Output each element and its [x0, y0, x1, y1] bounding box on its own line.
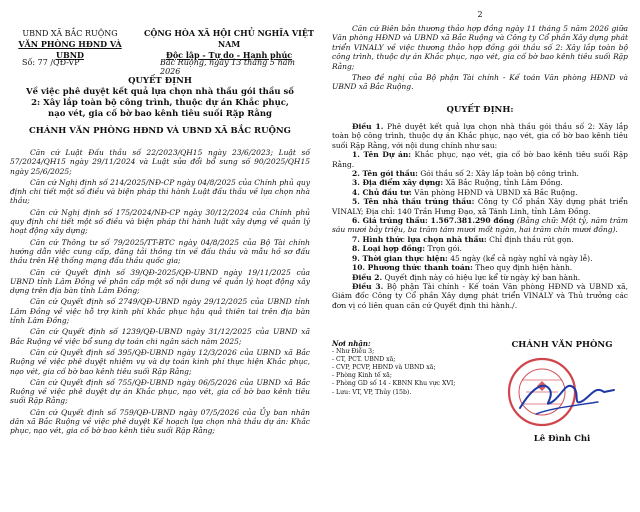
- authority-line: CHÁNH VĂN PHÒNG HĐND VÀ UBND XÃ BẮC RUỘNG: [29, 126, 291, 136]
- signer-title: CHÁNH VĂN PHÒNG: [511, 340, 613, 350]
- signature-block: [492, 340, 632, 444]
- item-value: Xã Bắc Ruộng, tỉnh Lâm Đồng.: [445, 178, 563, 188]
- legal-basis-item: Căn cứ Luật Đấu thầu số 22/2023/QH15 ngày 23/6/2023; Luật số 57/2024/QH15 ngày 29/11/2024 và Luật sửa đổi bổ sung số 90/2025/QH15 ngày 25/6/2025;: [10, 148, 310, 176]
- official-stamp-icon: [509, 359, 575, 425]
- legal-basis-list: [10, 148, 310, 436]
- legal-basis-item: Căn cứ Quyết định số 395/QĐ-UBND ngày 12/3/2026 của UBND xã Bắc Ruộng về việc phê duyệt nhiệm vụ và dự toán kinh phí thực hiện Khắc phục, nạo vét, gia cố bờ bao kênh tiêu suối Rặp Rằng;: [10, 347, 310, 376]
- legal-basis-item: Căn cứ Biên bản thương thảo hợp đồng ngày 11 tháng 5 năm 2026 giữa Văn phòng HĐND và UBND xã Bắc Ruộng và Công ty Cổ phần Xây dựng phát triển VINALY về việc thương thảo hợp đồng gói thầu số 2: Xây lắp toàn bộ công trình, thuộc dự án Khắc phục, nạo vét, gia cố bờ bao kênh tiêu suối Rặp Rằng;: [332, 24, 628, 71]
- item-value: Chỉ định thầu rút gọn.: [489, 234, 574, 244]
- article-1-text: Phê duyệt kết quả lựa chọn nhà thầu gói thầu số 2: Xây lắp toàn bộ công trình, thuộc dự án Khắc phục, nạo vét, gia cố bờ bao kênh tiêu suối Rặp Rằng, với nội dung chính như sau:: [332, 122, 629, 150]
- recipient-item: - CT, PCT. UBND xã;: [332, 356, 396, 364]
- article-3-text: Bộ phận Tài chính - Kế toán Văn phòng HĐND và UBND xã, Giám đốc Công ty Cổ phần Xây dựng phát triển VINALY và Thủ trưởng các đơn vị có liên quan căn cứ Quyết định thi hành./.: [332, 281, 628, 310]
- org-line-2: VĂN PHÒNG HĐND VÀ UBND: [18, 39, 122, 60]
- item-value: Công ty Cổ phần Xây dựng phát triển VINALY; Địa chỉ: 140 Trần Hưng Đạo, xã Tánh Linh, tỉnh Lâm Đồng.: [332, 197, 628, 216]
- item-label: 10. Phương thức thanh toán:: [352, 263, 473, 273]
- national-header: [140, 28, 318, 61]
- legal-basis-item: Theo đề nghị của Bộ phận Tài chính - Kế toán Văn phòng HĐND và UBND xã Bắc Ruộng.: [332, 73, 628, 92]
- article-1-head: Điều 1.: [352, 122, 384, 131]
- place-date: Bắc Ruộng, ngày 13 tháng 5 năm 2026: [160, 58, 295, 76]
- doc-subject: Về việc phê duyệt kết quả lựa chọn nhà thầu gói thầu số 2: Xây lắp toàn bộ công trình, thuộc dự án Khắc phục, nạo vét, gia cố bờ bao kênh tiêu suối Rặp Rằng: [26, 87, 294, 119]
- recipient-item: - Phòng GD số 14 - KBNN Khu vực XVI;: [332, 380, 456, 388]
- legal-basis-item: Căn cứ Quyết định số 759/QĐ-UBND ngày 07/5/2026 của Ủy ban nhân dân xã Bắc Ruộng về việc phê duyệt Kế hoạch lựa chọn nhà thầu dự án: Khắc phục, nạo vét, gia cố bờ bao kênh tiêu suối Rặp Rằng;: [10, 407, 310, 436]
- legal-basis-item: Căn cứ Nghị định số 214/2025/NĐ-CP ngày 04/8/2025 của Chính phủ quy định chi tiết một số điều và biện pháp thi hành Luật đấu thầu về lựa chọn nhà thầu;: [10, 177, 310, 206]
- item-value: Khắc phục, nạo vét, gia cố bờ bao kênh tiêu suối Rặp Rằng.: [332, 150, 628, 169]
- recipient-item: - Lưu: VT, VP, Thủy (15b).: [332, 388, 412, 396]
- nation-line-2: Độc lập - Tự do - Hạnh phúc: [165, 50, 293, 60]
- recipients-title: Nơi nhận:: [332, 339, 371, 348]
- page-2: [320, 0, 640, 512]
- recipient-item: - Phòng Kinh tế xã;: [332, 372, 392, 380]
- recipient-item: - CVP, PCVP, HĐND và UBND xã;: [332, 364, 436, 372]
- item-label: 7. Hình thức lựa chọn nhà thầu:: [352, 234, 487, 244]
- item-value: Theo quy định hiện hành.: [475, 263, 573, 273]
- legal-basis-item: Căn cứ Nghị định số 175/2024/NĐ-CP ngày 30/12/2024 của Chính phủ quy định chi tiết một số điều và biện pháp thi hành luật xây dựng về quản lý hoạt động xây dựng;: [10, 207, 310, 236]
- item-value: Gói thầu số 2: Xây lắp toàn bộ công trình.: [420, 169, 579, 179]
- legal-basis-item: Căn cứ Quyết định số 1239/QĐ-UBND ngày 31/12/2025 của UBND xã Bắc Ruộng về việc bổ sung dự toán chi ngân sách năm 2025;: [10, 327, 310, 346]
- item-label: 5. Tên nhà thầu trúng thầu:: [352, 197, 475, 207]
- decides-heading: QUYẾT ĐỊNH:: [446, 105, 514, 115]
- item-value: 45 ngày (kể cả ngày nghỉ và ngày lễ).: [450, 253, 593, 263]
- nation-line-1: CỘNG HÒA XÃ HỘI CHỦ NGHĨA VIỆT NAM: [144, 28, 314, 49]
- doc-type: QUYẾT ĐỊNH: [128, 76, 192, 86]
- stamp-signature-image: [492, 350, 632, 432]
- item-value: Văn phòng HĐND và UBND xã Bắc Ruộng.: [414, 187, 578, 197]
- item-label: 8. Loại hợp đồng:: [352, 244, 426, 254]
- legal-basis-item: Căn cứ Quyết định số 755/QĐ-UBND ngày 06/5/2026 của UBND xã Bắc Ruộng về việc phê duyệt dự án Khắc phục, nạo vét, gia cố bờ bao kênh tiêu suối Rặp Rằng;: [10, 377, 310, 406]
- item-label: 4. Chủ đầu tư:: [352, 187, 412, 197]
- item-label: 2. Tên gói thầu:: [352, 169, 418, 179]
- item-label: 9. Thời gian thực hiện:: [352, 253, 448, 263]
- recipients-block: [332, 340, 482, 397]
- article-1: [332, 122, 628, 310]
- recipient-item: - Như Điều 3;: [332, 348, 375, 356]
- article-2-head: Điều 2.: [352, 272, 383, 282]
- legal-basis-item: Căn cứ Quyết định số 39/QĐ-2025/QĐ-UBND ngày 19/11/2025 của UBND tỉnh Lâm Đồng về phân cấp một số nội dung về quản lý hoạt động xây dựng trên địa bàn tỉnh Lâm Đồng;: [10, 267, 310, 296]
- article-2-text: Quyết định này có hiệu lực kể từ ngày ký ban hành.: [384, 272, 581, 282]
- right-bases: [332, 24, 628, 92]
- page-number: 2: [477, 10, 483, 19]
- doc-number: Số: 77 /QĐ-VP: [22, 58, 80, 67]
- item-label: 1. Tên Dự án:: [352, 150, 412, 160]
- legal-basis-item: Căn cứ Thông tư số 79/2025/TT-BTC ngày 04/8/2025 của Bộ Tài chính hướng dẫn việc cung cấp, đăng tải thông tin về đấu thầu và mẫu hồ sơ đấu thầu trên Hệ thống mạng đấu thầu quốc gia;: [10, 237, 310, 266]
- org-line-1: UBND XÃ BẮC RUỘNG: [22, 29, 118, 38]
- article-3-head: Điều 3.: [352, 281, 384, 291]
- item-label: 6. Giá trúng thầu: 1.567.381.290 đồng: [352, 216, 515, 226]
- legal-basis-item: Căn cứ Quyết định số 2749/QĐ-UBND ngày 29/12/2025 của UBND tỉnh Lâm Đồng về việc hỗ trợ kinh phí khắc phục hậu quả thiên tai trên địa bàn tỉnh Lâm Đồng;: [10, 297, 310, 326]
- issuing-org: [10, 28, 130, 61]
- signer-name: Lê Đình Chi: [533, 434, 591, 444]
- item-value: (Bằng chữ: Một tỷ, năm trăm sáu mươi bảy triệu, ba trăm tám mươi mốt ngàn, hai trăm chín mươi đồng).: [332, 216, 628, 235]
- handwritten-signature-icon: [520, 386, 614, 414]
- item-label: 3. Địa điểm xây dựng:: [352, 178, 444, 188]
- item-value: Trọn gói.: [427, 244, 462, 254]
